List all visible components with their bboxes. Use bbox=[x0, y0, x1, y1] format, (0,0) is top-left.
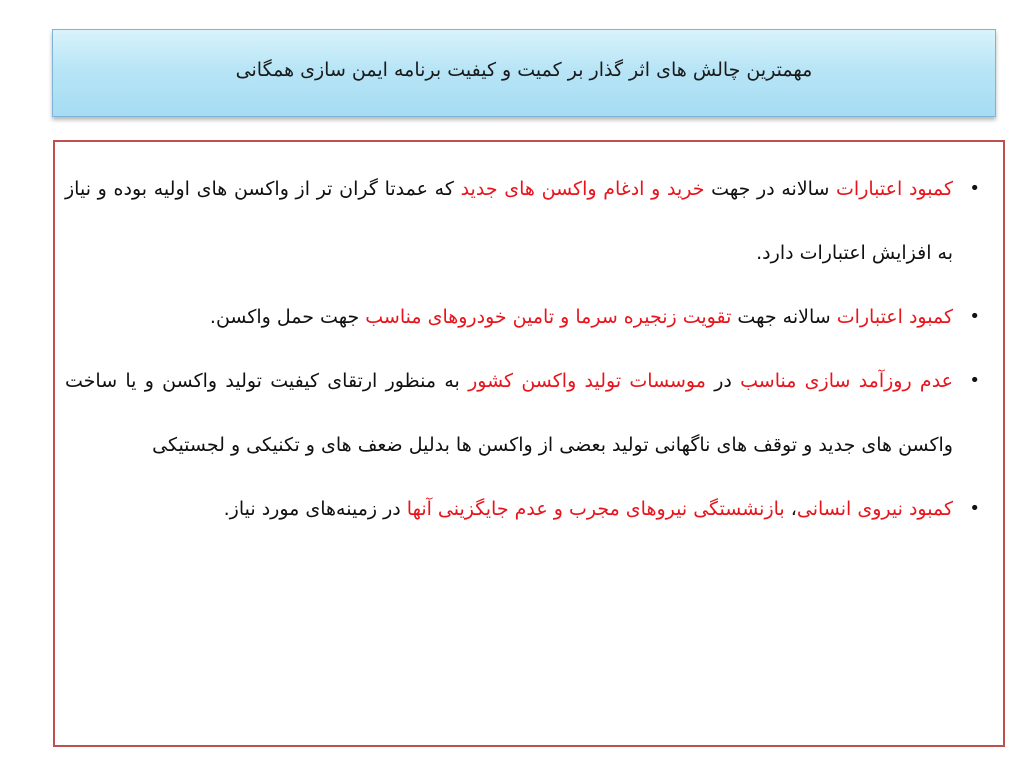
body-text: سالانه جهت bbox=[731, 306, 837, 328]
body-text: در bbox=[705, 370, 741, 392]
bullet-item-3 bbox=[65, 349, 993, 477]
body-text: سالانه در جهت bbox=[704, 178, 837, 200]
slide-title: مهمترین چالش های اثر گذار بر کمیت و کیفیت برنامه ایمن سازی همگانی bbox=[235, 59, 813, 81]
highlight-text: کمبود نیروی انسانی bbox=[796, 498, 953, 520]
body-text: که عمدتا گران تر از واکسن های اولیه بوده و نیاز به افزایش اعتبارات دارد. bbox=[65, 178, 953, 264]
bullet-dot-icon: • bbox=[969, 178, 980, 199]
body-text: جهت حمل واکسن. bbox=[209, 306, 366, 328]
bullet-dot-icon: • bbox=[969, 370, 980, 391]
bullet-list bbox=[65, 157, 993, 541]
bullet-item-1 bbox=[65, 157, 993, 285]
highlight-text: کمبود اعتبارات bbox=[836, 306, 953, 328]
bullet-dot-icon: • bbox=[969, 306, 980, 327]
content-panel bbox=[53, 140, 1005, 747]
bullet-item-4 bbox=[65, 477, 993, 541]
title-banner bbox=[52, 29, 996, 117]
bullet-item-2 bbox=[65, 285, 993, 349]
body-text: ، bbox=[784, 498, 797, 520]
highlight-text: کمبود اعتبارات bbox=[836, 178, 953, 200]
body-text: در زمینه‌های مورد نیاز. bbox=[223, 498, 407, 520]
highlight-text: خرید و ادغام واکسن های جدید bbox=[460, 178, 705, 200]
highlight-text: عدم روزآمد سازی مناسب bbox=[740, 370, 953, 392]
highlight-text: بازنشستگی نیروهای مجرب و عدم جایگزینی آنها bbox=[406, 498, 785, 520]
highlight-text: موسسات تولید واکسن کشور bbox=[468, 370, 706, 392]
body-text: به منظور ارتقای کیفیت تولید واکسن و یا ساخت واکسن های جدید و توقف های ناگهانی تولید بعضی از واکسن ها بدلیل ضعف های و تکنیکی و لجستیکی bbox=[65, 370, 953, 456]
highlight-text: تقویت زنجیره سرما و تامین خودروهای مناسب bbox=[365, 306, 732, 328]
bullet-dot-icon: • bbox=[969, 498, 980, 519]
